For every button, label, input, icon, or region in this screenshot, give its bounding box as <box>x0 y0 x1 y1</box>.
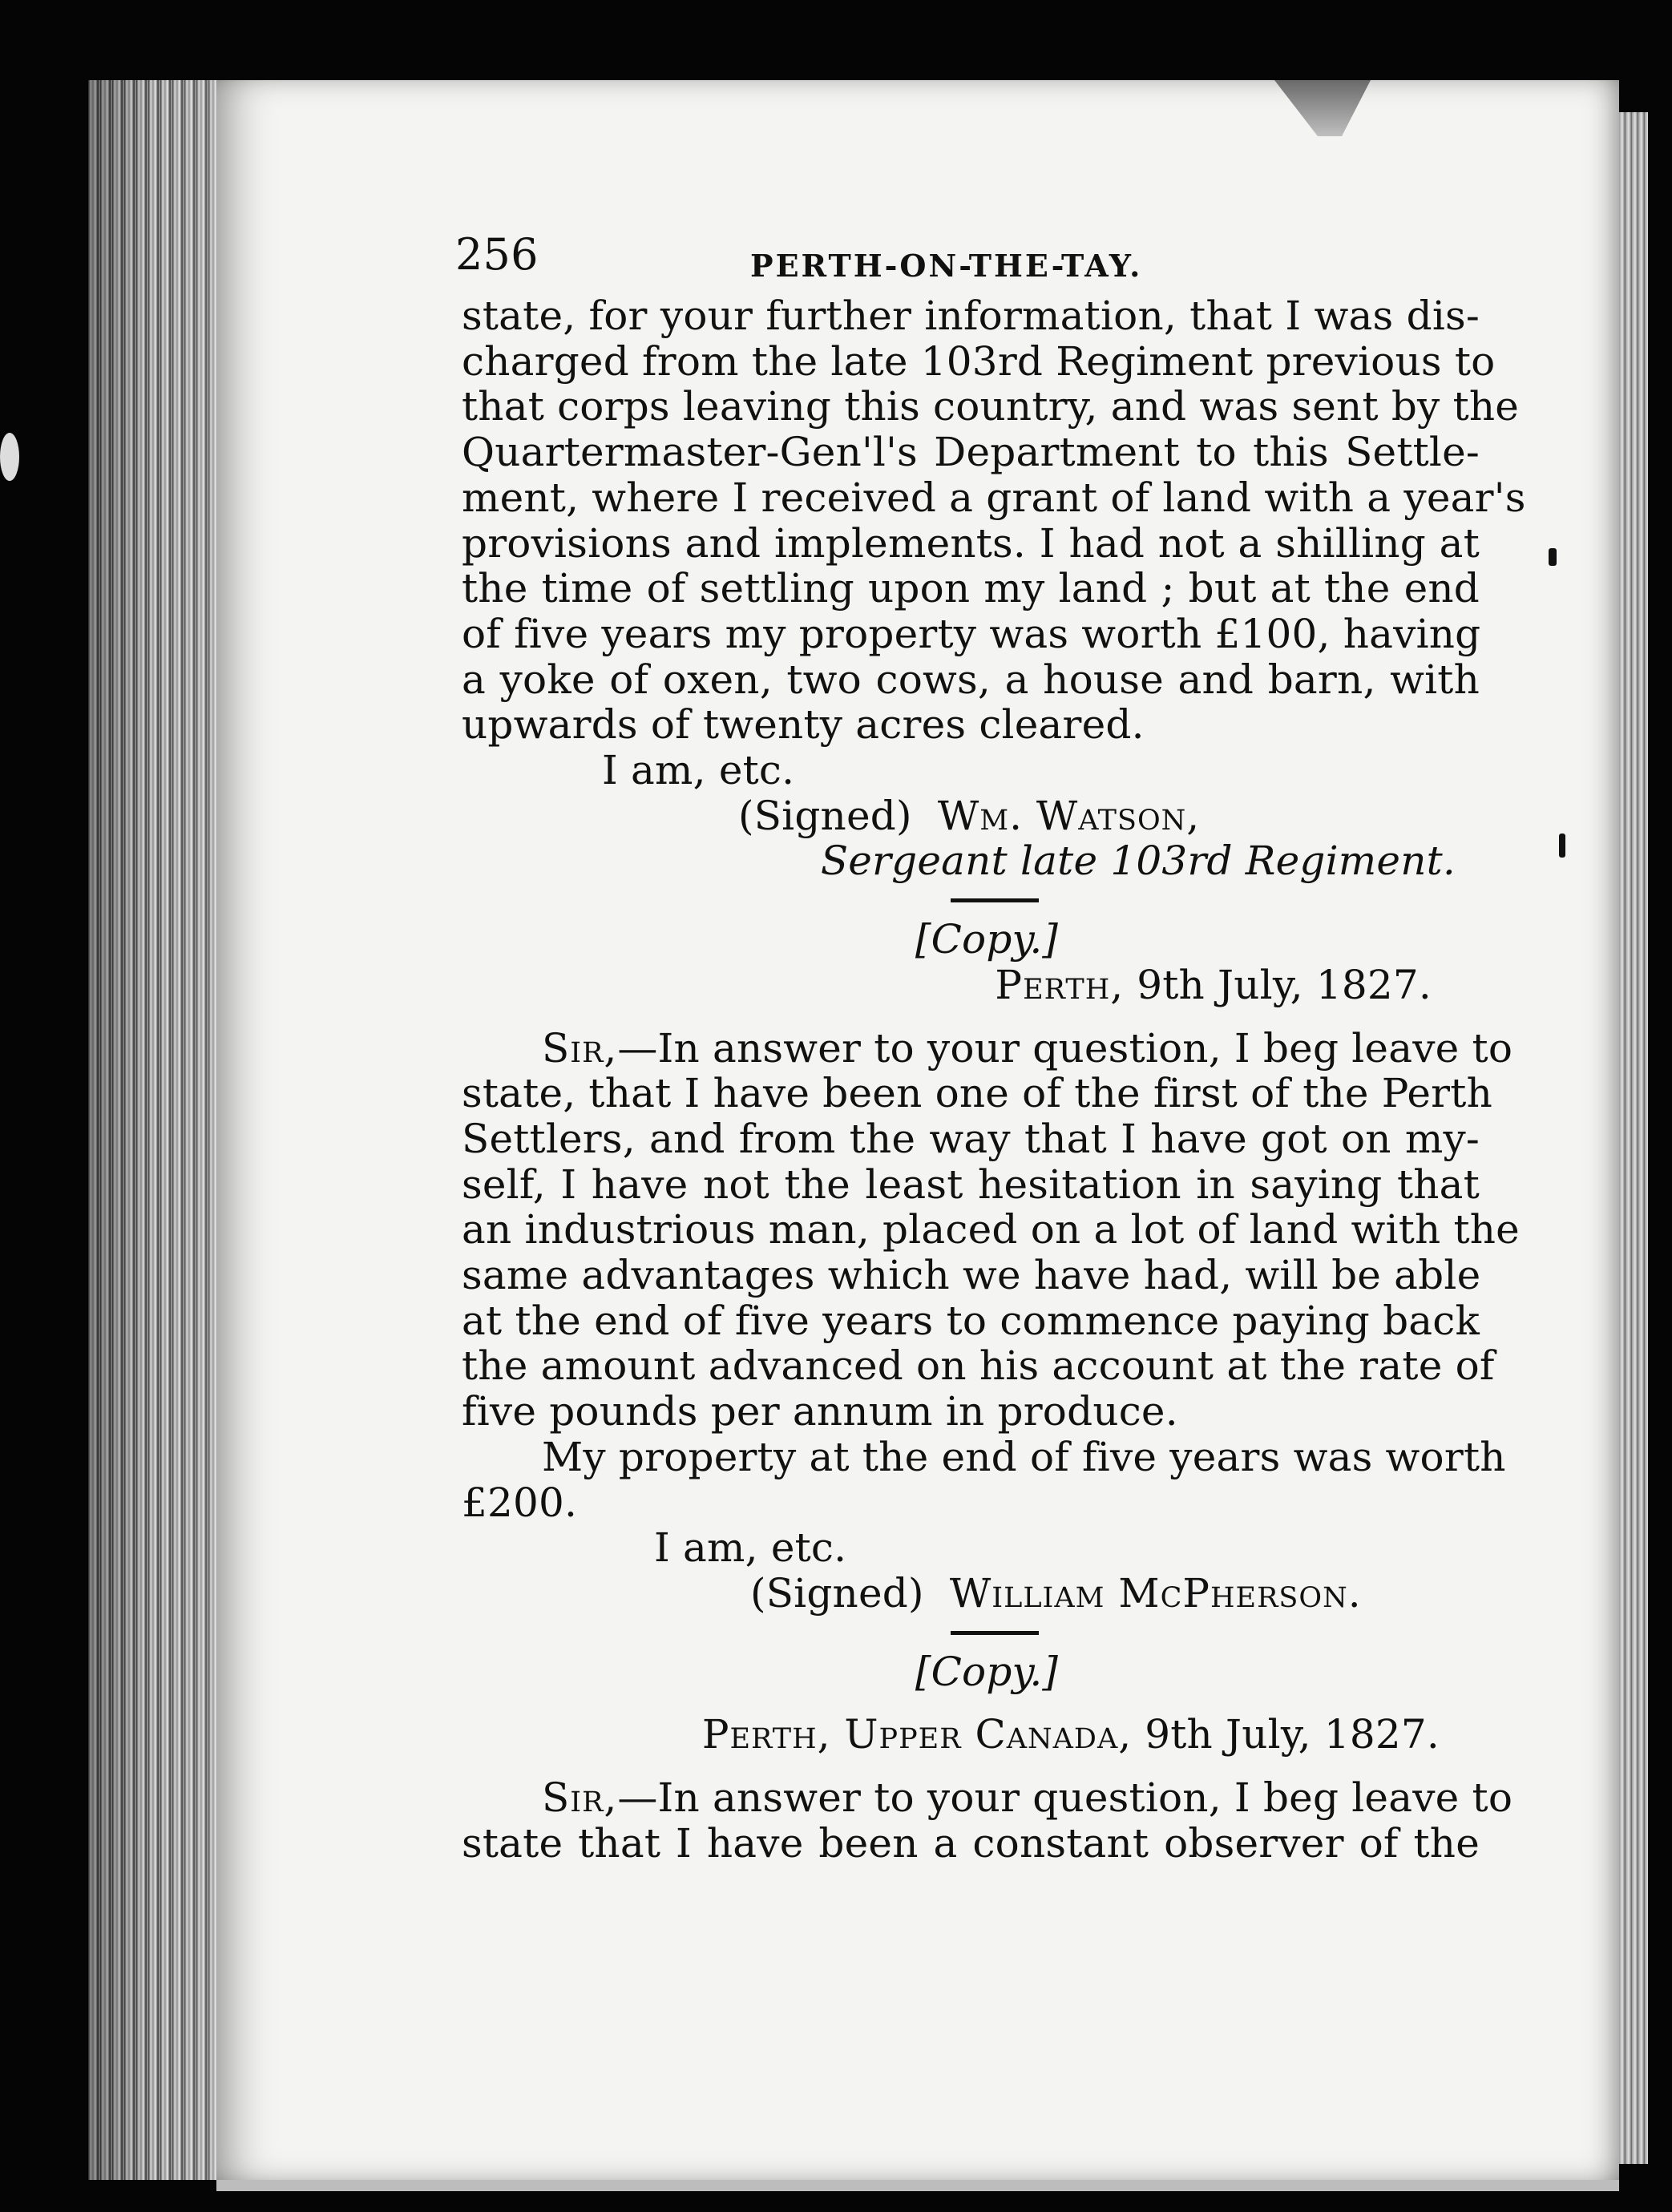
dateline <box>462 963 1480 1008</box>
text-line: provisions and implements. I had not a shilling at <box>462 519 1480 567</box>
salutation-text: —In answer to your question, I beg leave to <box>617 1774 1513 1822</box>
dateline <box>462 1712 1480 1758</box>
section-rule <box>951 898 1039 902</box>
spacer <box>462 1008 1480 1026</box>
text-line: at the end of five years to commence paying back <box>462 1297 1480 1344</box>
signed-label: (Signed) <box>738 792 912 839</box>
closing: I am, etc. <box>654 1524 847 1572</box>
speck <box>1559 834 1565 858</box>
text-line: charged from the late 103rd Regiment previous to <box>462 337 1496 385</box>
text-line: state, that I have been one of the first of the Perth <box>462 1070 1492 1117</box>
text-line: of five years my property was worth £100, having <box>462 610 1481 657</box>
letter-mcpherson <box>462 916 1520 1617</box>
copy-label: [Copy.] <box>915 1648 1059 1695</box>
text-line: My property at the end of five years was worth <box>542 1433 1506 1480</box>
text-line: an industrious man, placed on a lot of land with the <box>462 1206 1520 1253</box>
salutation-text: —In answer to your question, I beg leave to <box>617 1024 1513 1072</box>
signatory: Wm. Watson, <box>937 792 1201 839</box>
dateline-place: Perth, Upper Canada, <box>701 1711 1133 1758</box>
spacer <box>462 1758 1480 1775</box>
text-line: state, for your further information, that I was dis- <box>462 293 1480 339</box>
text-line: £200. <box>462 1479 578 1526</box>
letter-watson <box>462 293 1526 885</box>
text-line <box>462 1024 1513 1072</box>
copy-label: [Copy.] <box>915 916 1059 963</box>
signatory: William McPherson. <box>949 1569 1362 1617</box>
dateline-date: 9th July, 1827. <box>1137 961 1432 1008</box>
page-text <box>455 229 1526 1867</box>
text-line: the amount advanced on his account at the rate of <box>462 1342 1495 1390</box>
salutation: Sir, <box>542 1024 618 1072</box>
text-line <box>462 1774 1513 1822</box>
text-line: ment, where I received a grant of land with a year's <box>462 474 1526 521</box>
speck <box>1549 548 1557 566</box>
dateline-place: Perth, <box>995 961 1125 1008</box>
text-line: a yoke of oxen, two cows, a house and barn, with <box>462 656 1480 703</box>
signature-line <box>462 1571 1480 1617</box>
text-line: five pounds per annum in produce. <box>462 1388 1178 1435</box>
signatory-title: Sergeant late 103rd Regiment. <box>820 838 1456 885</box>
text-line: same advantages which we have had, will be able <box>462 1252 1481 1299</box>
text-line: the time of settling upon my land ; but at the end <box>462 565 1480 612</box>
letter-third <box>462 1648 1513 1867</box>
signed-label: (Signed) <box>750 1569 924 1617</box>
right-page-edge <box>1619 112 1648 2164</box>
page-number: 256 <box>455 229 539 280</box>
signature-line <box>462 793 1480 839</box>
dateline-date: 9th July, 1827. <box>1145 1711 1440 1758</box>
text-line: that corps leaving this country, and was sent by the <box>462 383 1520 430</box>
closing: I am, etc. <box>602 747 795 794</box>
page-header <box>455 229 1480 289</box>
spacer <box>462 1694 1480 1712</box>
section-rule <box>951 1631 1039 1635</box>
text-line: Settlers, and from the way that I have got on my- <box>462 1115 1480 1162</box>
salutation: Sir, <box>542 1774 618 1822</box>
text-line: self, I have not the least hesitation in saying that <box>462 1160 1480 1208</box>
text-line: state that I have been a constant observer of the <box>462 1819 1480 1867</box>
speck <box>0 433 19 481</box>
running-head: PERTH-ON-THE-TAY. <box>750 248 1143 284</box>
text-line: upwards of twenty acres cleared. <box>462 701 1145 749</box>
text-line: Quartermaster-Gen'l's Department to this Settle- <box>462 429 1480 476</box>
